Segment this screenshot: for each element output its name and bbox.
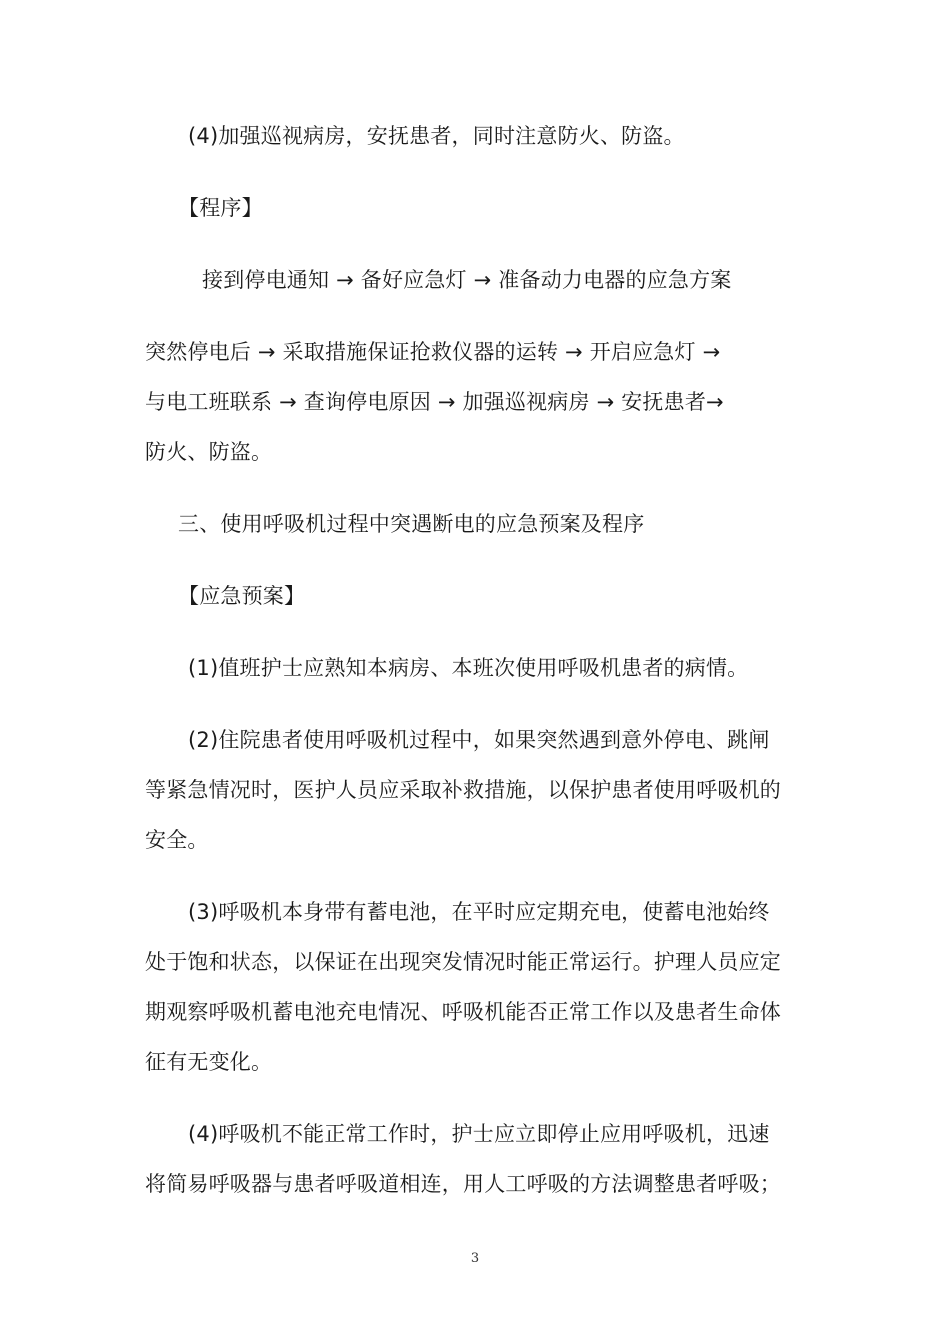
paragraph-item1-line-1: (1)值班护士应熟知本病房、本班次使用呼吸机患者的病情。: [188, 656, 749, 680]
paragraph-item3-line-1: (3)呼吸机本身带有蓄电池，在平时应定期充电，使蓄电池始终: [188, 900, 770, 924]
procedure-flow-line-3: 与电工班联系 → 查询停电原因 → 加强巡视病房 → 安抚患者→: [145, 390, 724, 414]
procedure-flow-line-1: 接到停电通知 → 备好应急灯 → 准备动力电器的应急方案: [202, 268, 732, 292]
section-heading-procedure: 【程序】: [178, 196, 263, 220]
section-heading-ventilator-power-failure: 三、使用呼吸机过程中突遇断电的应急预案及程序: [178, 512, 645, 536]
paragraph-item4-line-2: 将简易呼吸器与患者呼吸道相连，用人工呼吸的方法调整患者呼吸；: [145, 1172, 781, 1196]
paragraph-item3-line-2: 处于饱和状态，以保证在出现突发情况时能正常运行。护理人员应定: [145, 950, 781, 974]
paragraph-item2-line-2: 等紧急情况时，医护人员应采取补救措施，以保护患者使用呼吸机的: [145, 778, 781, 802]
paragraph-item2-line-3: 安全。: [145, 828, 209, 852]
paragraph-item2-line-1: (2)住院患者使用呼吸机过程中，如果突然遇到意外停电、跳闸: [188, 728, 770, 752]
page-number: 3: [470, 1251, 480, 1266]
paragraph-line-item4-fire-theft: (4)加强巡视病房，安抚患者，同时注意防火、防盗。: [188, 124, 685, 148]
procedure-flow-line-4: 防火、防盗。: [145, 440, 273, 464]
paragraph-item3-line-3: 期观察呼吸机蓄电池充电情况、呼吸机能否正常工作以及患者生命体: [145, 1000, 781, 1024]
paragraph-item4-line-1: (4)呼吸机不能正常工作时，护士应立即停止应用呼吸机，迅速: [188, 1122, 770, 1146]
section-heading-emergency-plan: 【应急预案】: [178, 584, 306, 608]
procedure-flow-line-2: 突然停电后 → 采取措施保证抢救仪器的运转 → 开启应急灯 →: [145, 340, 721, 364]
paragraph-item3-line-4: 征有无变化。: [145, 1050, 273, 1074]
